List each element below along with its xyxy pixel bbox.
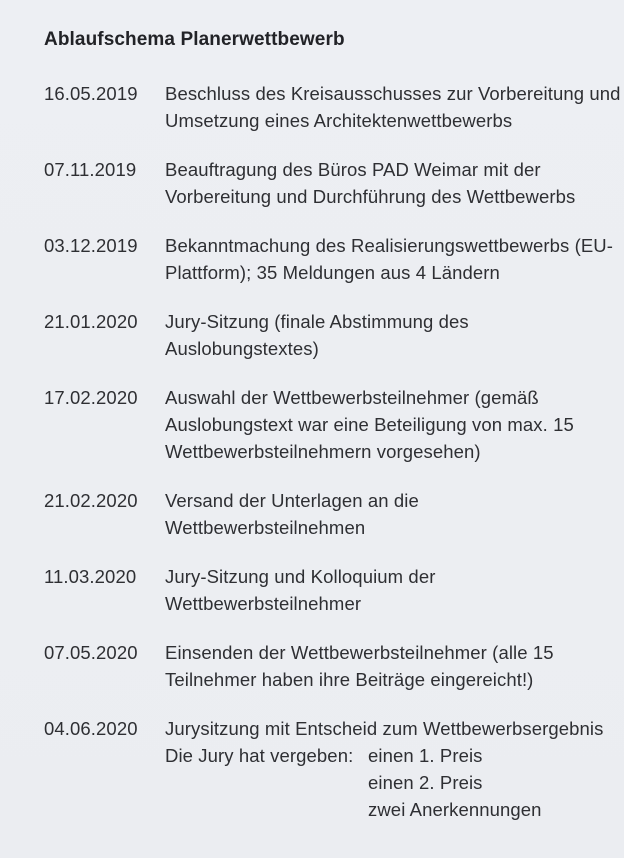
entry-description xyxy=(165,384,595,465)
entry-text-line: Auswahl der Wettbewerbsteilnehmer (gemäß xyxy=(165,387,539,408)
entry-text-line: Einsenden der Wettbewerbsteilnehmer (alle 15 xyxy=(165,642,554,663)
timeline-entry xyxy=(44,156,596,210)
jury-awards-label: Die Jury hat vergeben: xyxy=(165,745,354,766)
entry-text-line: Versand der Unterlagen an die xyxy=(165,490,419,511)
entry-date: 11.03.2020 xyxy=(44,566,137,587)
entry-date: 21.02.2020 xyxy=(44,490,138,511)
entry-text-line: Plattform); 35 Meldungen aus 4 Ländern xyxy=(165,262,500,283)
entry-description xyxy=(165,308,595,362)
entry-date: 07.11.2019 xyxy=(44,159,137,180)
entry-text-line: Beschluss des Kreisausschusses zur Vorbereitung und xyxy=(165,83,621,104)
timeline-entry xyxy=(44,639,596,693)
timeline-entry xyxy=(44,384,596,465)
timeline-entry xyxy=(44,487,596,541)
award-item: zwei Anerkennungen xyxy=(368,799,542,820)
entry-date: 21.01.2020 xyxy=(44,311,138,332)
entry-text-line: Beauftragung des Büros PAD Weimar mit der xyxy=(165,159,541,180)
entry-text-line: Teilnehmer haben ihre Beiträge eingereicht!) xyxy=(165,669,534,690)
entry-description xyxy=(165,487,595,541)
entry-description xyxy=(165,563,595,617)
timeline-entry xyxy=(44,563,596,617)
entry-text-line: Jurysitzung mit Entscheid zum Wettbewerbsergebnis xyxy=(165,718,604,739)
entry-date: 03.12.2019 xyxy=(44,235,138,256)
award-item: einen 2. Preis xyxy=(368,772,483,793)
entry-description xyxy=(165,156,595,210)
page-title: Ablaufschema Planerwettbewerb xyxy=(44,29,345,50)
entry-date: 04.06.2020 xyxy=(44,718,138,739)
entry-description xyxy=(165,80,621,134)
entry-text-line: Auslobungstextes) xyxy=(165,338,319,359)
entry-text-line: Auslobungstext war eine Beteiligung von max. 15 xyxy=(165,414,574,435)
timeline-entry xyxy=(44,80,621,134)
entry-text-line: Wettbewerbsteilnehmen xyxy=(165,517,366,538)
jury-awards-list xyxy=(368,742,542,823)
entry-text-line: Wettbewerbsteilnehmer xyxy=(165,593,362,614)
entry-text-line: Umsetzung eines Architektenwettbewerbs xyxy=(165,110,513,131)
entry-text-line: Vorbereitung und Durchführung des Wettbewerbs xyxy=(165,186,576,207)
entry-text-line: Jury-Sitzung (finale Abstimmung des xyxy=(165,311,469,332)
jury-awards-row xyxy=(165,742,595,823)
entry-text-line: Wettbewerbsteilnehmern vorgesehen) xyxy=(165,441,481,462)
entry-text-line: Jury-Sitzung und Kolloquium der xyxy=(165,566,436,587)
entry-date: 17.02.2020 xyxy=(44,387,138,408)
entry-text-line: Bekanntmachung des Realisierungswettbewerbs (EU- xyxy=(165,235,613,256)
timeline-entry xyxy=(44,308,596,362)
entry-description xyxy=(165,639,595,693)
entry-date: 07.05.2020 xyxy=(44,642,138,663)
timeline-entry xyxy=(44,232,613,286)
timeline-entry xyxy=(44,715,604,823)
entry-description xyxy=(165,232,613,286)
entry-date: 16.05.2019 xyxy=(44,83,138,104)
entry-description xyxy=(165,715,604,823)
award-item: einen 1. Preis xyxy=(368,745,483,766)
